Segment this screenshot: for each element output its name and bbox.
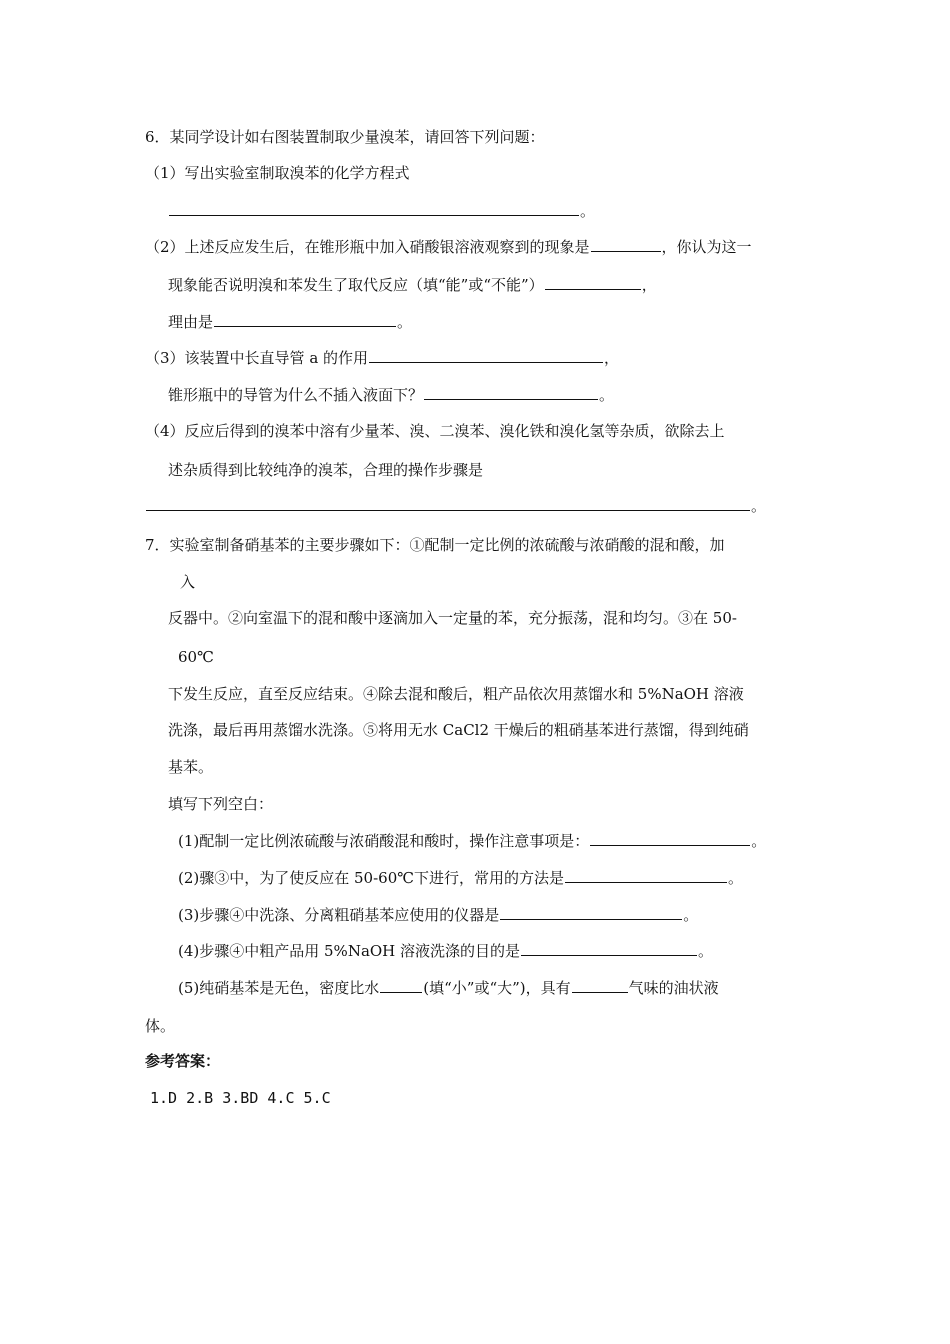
answer-blank[interactable] [146, 495, 750, 511]
q7-line4: 60℃ [178, 648, 214, 666]
answer-blank[interactable] [214, 311, 396, 327]
q7-sub5-continued: 体。 [145, 1017, 176, 1035]
q6-part2-line2: 现象能否说明溴和苯发生了取代反应（填“能”或“不能”） ， [168, 276, 657, 294]
answer-blank[interactable] [169, 200, 579, 216]
q6-part3-line1: （3）该装置中长直导管 a 的作用 ， [145, 349, 620, 367]
q7-fill-instruction: 填写下列空白： [168, 795, 274, 813]
q7-line6: 洗涤，最后再用蒸馏水洗涤。⑤将用无水 CaCl2 干燥后的粗硝基苯进行蒸馏，得到纯硝 [168, 721, 749, 739]
q6-part3-line2: 锥形瓶中的导管为什么不插入液面下？ 。 [168, 386, 615, 404]
answer-blank[interactable] [521, 940, 697, 956]
q6-part2-line3: 理由是 。 [168, 313, 413, 331]
q6-part4-line1: （4）反应后得到的溴苯中溶有少量苯、溴、二溴苯、溴化铁和溴化氢等杂质，欲除去上 [145, 422, 725, 440]
q7-sub2: (2)骤③中，为了使反应在 50-60℃下进行，常用的方法是 。 [178, 869, 744, 887]
q7-line2: 入 [180, 573, 196, 591]
answer-blank[interactable] [424, 384, 598, 400]
answers-heading: 参考答案： [145, 1052, 221, 1070]
answer-blank[interactable] [380, 977, 422, 993]
answer-blank[interactable] [545, 274, 641, 290]
q7-sub1: (1)配制一定比例浓硫酸与浓硝酸混和酸时，操作注意事项是： 。 [178, 832, 767, 850]
q7-line3: 反器中。②向室温下的混和酸中逐滴加入一定量的苯，充分振荡，混和均匀。③在 50- [168, 609, 737, 627]
q6-part1-answer-line: 。 [168, 200, 595, 222]
q7-sub3: (3)步骤④中洗涤、分离粗硝基苯应使用的仪器是 。 [178, 906, 699, 924]
q7-line1: 7．实验室制备硝基苯的主要步骤如下：①配制一定比例的浓硫酸与浓硝酸的混和酸，加 [145, 536, 725, 554]
answer-blank[interactable] [591, 236, 661, 252]
q6-part1: （1）写出实验室制取溴苯的化学方程式 [145, 164, 410, 182]
q6-part4-answer-line: 。 [145, 495, 766, 517]
q6-part2-line1: （2）上述反应发生后，在锥形瓶中加入硝酸银溶液观察到的现象是 ，你认为这一 [145, 238, 752, 256]
q7-sub4: (4)步骤④中粗产品用 5%NaOH 溶液洗涤的目的是 。 [178, 942, 714, 960]
answers-list: 1.D 2.B 3.BD 4.C 5.C [150, 1089, 331, 1107]
answer-blank[interactable] [572, 977, 628, 993]
q6-title: 6．某同学设计如右图装置制取少量溴苯，请回答下列问题： [145, 128, 545, 146]
q7-line5: 下发生反应，直至反应结束。④除去混和酸后，粗产品依次用蒸馏水和 5%NaOH 溶液 [168, 685, 744, 703]
answer-blank[interactable] [500, 904, 682, 920]
answer-blank[interactable] [590, 830, 750, 846]
answer-blank[interactable] [369, 347, 603, 363]
q6-part4-line2: 述杂质得到比较纯净的溴苯，合理的操作步骤是 [168, 461, 484, 479]
answer-blank[interactable] [565, 867, 727, 883]
q7-sub5: (5)纯硝基苯是无色，密度比水 (填“小”或“大”)，具有 气味的油状液 [178, 979, 719, 997]
q7-line7: 基苯。 [168, 758, 214, 776]
